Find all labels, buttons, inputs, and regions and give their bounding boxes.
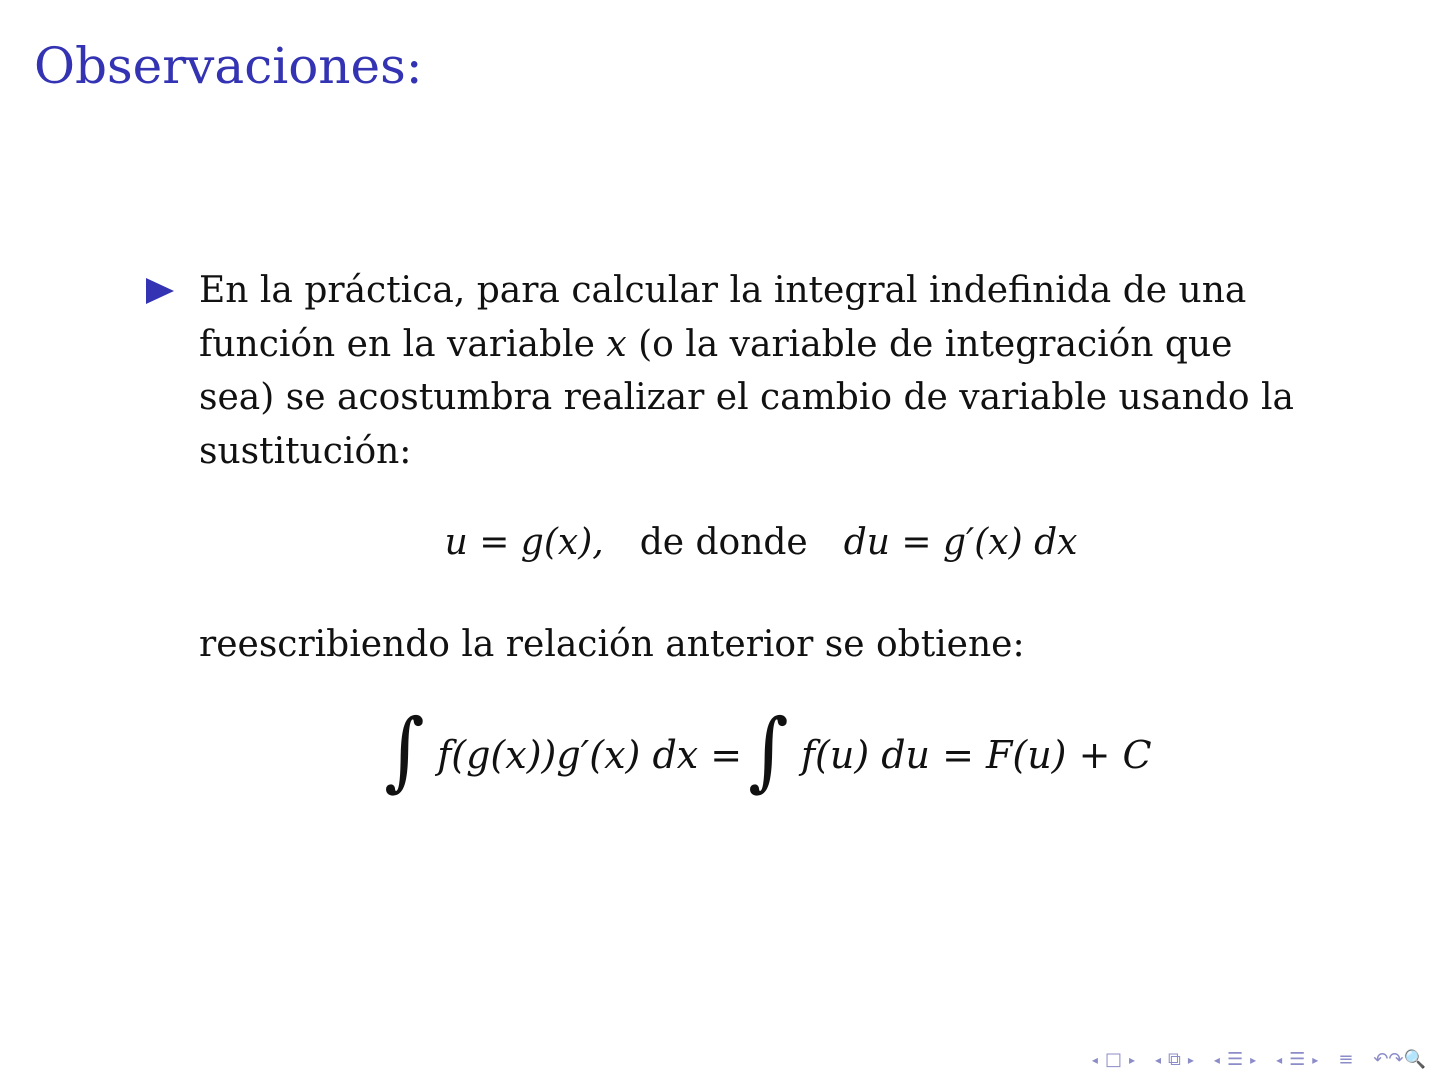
- appendix-nav: [1338, 1049, 1353, 1070]
- integral-equation: [0, 700, 1440, 810]
- frame-icon[interactable]: □: [1104, 1049, 1122, 1070]
- bullet-line-2-after: (o la variable de integración que: [626, 323, 1233, 365]
- bullet-line-2-before: función en la variable: [199, 323, 607, 365]
- next-document-arrow-icon[interactable]: ▸: [1312, 1052, 1319, 1067]
- next-section-arrow-icon[interactable]: ▸: [1250, 1052, 1257, 1067]
- section-nav: [1214, 1049, 1256, 1070]
- slide-title: Observaciones:: [34, 37, 423, 95]
- prev-subsection-arrow-icon[interactable]: ◂: [1155, 1052, 1162, 1067]
- frame-nav: [1092, 1049, 1135, 1070]
- undo-redo-search-icon[interactable]: ↶↷🔍: [1373, 1049, 1426, 1070]
- integral-sign-2: ∫: [748, 701, 789, 801]
- document-icon[interactable]: ☰: [1289, 1049, 1306, 1070]
- math-variable-x: x: [606, 323, 627, 365]
- subsection-nav: [1155, 1049, 1194, 1070]
- bullet-text: [199, 264, 1306, 478]
- substitution-equation: [0, 522, 1440, 563]
- document-nav: [1276, 1049, 1318, 1070]
- subsection-icon[interactable]: ⧉: [1168, 1049, 1181, 1070]
- bullet-line-3: sea) se acostumbra realizar el cambio de variable usando la: [199, 377, 1294, 418]
- next-frame-arrow-icon[interactable]: ▸: [1128, 1052, 1135, 1067]
- beamer-navigation-bar: [1092, 1049, 1426, 1070]
- integral-part-1: f(g(x))g′(x) dx =: [437, 733, 743, 777]
- equation-left: u = g(x),: [444, 522, 604, 563]
- prev-section-arrow-icon[interactable]: ◂: [1213, 1052, 1220, 1067]
- section-icon[interactable]: ☰: [1226, 1049, 1244, 1070]
- align-icon[interactable]: ≡: [1338, 1049, 1354, 1070]
- equation-right: du = g′(x) dx: [843, 522, 1078, 563]
- next-subsection-arrow-icon[interactable]: ▸: [1187, 1052, 1194, 1067]
- continuation-text: reescribiendo la relación anterior se obtiene:: [199, 624, 1025, 665]
- bullet-line-4: sustitución:: [199, 430, 412, 472]
- bullet-item: [146, 264, 1306, 478]
- prev-frame-arrow-icon[interactable]: ◂: [1091, 1052, 1098, 1067]
- prev-document-arrow-icon[interactable]: ◂: [1276, 1052, 1283, 1067]
- integral-part-2: f(u) du = F(u) + C: [800, 733, 1152, 777]
- search-nav: [1373, 1049, 1426, 1070]
- bullet-line-1: En la práctica, para calcular la integral indefinida de una: [199, 270, 1247, 311]
- equation-connector: de donde: [639, 522, 808, 563]
- triangle-bullet-icon: [146, 278, 174, 304]
- integral-sign-1: ∫: [384, 701, 425, 801]
